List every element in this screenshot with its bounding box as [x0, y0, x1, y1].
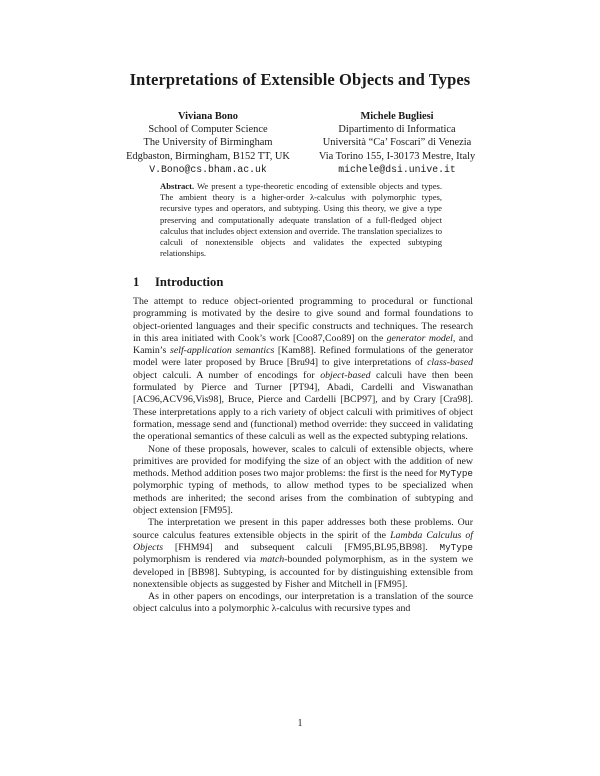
author-institution: Università “Ca’ Foscari” di Venezia	[322, 137, 472, 149]
body-text	[133, 296, 473, 616]
author-email: michele@dsi.unive.it	[338, 163, 456, 175]
author-address: Edgbaston, Birmingham, B152 TT, UK	[126, 150, 290, 162]
author-department: School of Computer Science	[148, 124, 268, 136]
author-name: Viviana Bono	[178, 111, 238, 122]
abstract-text: We present a type-theoretic encoding of extensible objects and types. The ambient theory is a higher-order λ-calculus with polymorphic types, recursive types and operators, and subtyping. Using this theory, we give a type preserving and computationally adequate translation of a full-fledged object calculus that includes object extension and override. The translation specializes to calculi of nonextensible objects and validates the expected subtyping relationships.	[160, 181, 442, 259]
section-number: 1	[133, 275, 140, 289]
abstract-label: Abstract.	[160, 181, 195, 191]
abstract	[160, 181, 442, 259]
author-address: Via Torino 155, I-30173 Mestre, Italy	[318, 150, 476, 162]
author-institution: The University of Birmingham	[143, 137, 273, 149]
paragraph-1: The attempt to reduce object-oriented programming to procedural or functional programming is motivated by the desire to give sound and formal foundations to object-oriented languages and their specific constructs and techniques. The research in this area initiated with Cook’s work [Coo87,Coo89] on the generator model, and Kamin’s self-application semantics [Kam88]. Refined formulations of the generator model were later proposed by Bruce [Bru94] to give interpretations of class-based object calculi. A number of encodings for object-based calculi have then been formulated by Pierce and Turner [PT94], Abadi, Cardelli and Viswanathan [AC96,ACV96,Vis98], Bruce, Pierce and Cardelli [BCP97], and by Crary [Cra98]. These interpretations apply to a rich variety of object calculi with primitives of object formation, message send and (functional) method override: they succeed in validating the operational semantics of these calculi as well as the expected subtyping relations.	[133, 296, 474, 443]
paper-title: Interpretations of Extensible Objects and Types	[129, 70, 471, 89]
paragraph-3: The interpretation we present in this paper addresses both these problems. Our source calculus features extensible objects in the spirit of the Lambda Calculus of Objects [FHM94] and subsequent calculi [FM95,BL95,BB98]. MyType polymorphism is rendered via match-bounded polymorphism, as in the system we developed in [BB98]. Subtyping, is accounted for by distinguishing extensible from nonextensible objects as suggested by Fisher and Mitchell in [FM95].	[133, 517, 473, 590]
paragraph-2: None of these proposals, however, scales to calculi of extensible objects, where primitives are provided for modifying the size of an object with the addition of new methods. Method addition poses two major problems: the first is the need for MyType polymorphic typing of methods, to allow method types to be specialized when methods are inherited; the second arises from the combination of subtyping and object extension [FM95].	[133, 443, 473, 517]
section-heading	[133, 275, 223, 290]
author-block-2	[306, 110, 488, 176]
author-department: Dipartimento di Informatica	[338, 124, 456, 136]
author-block-1	[118, 110, 298, 176]
page-number: 1	[297, 718, 303, 729]
author-name: Michele Bugliesi	[360, 111, 434, 122]
author-email: V.Bono@cs.bham.ac.uk	[149, 163, 267, 175]
paragraph-4: As in other papers on encodings, our interpretation is a translation of the source object calculus into a polymorphic λ-calculus with recursive types and	[133, 591, 473, 615]
section-title: Introduction	[155, 275, 224, 289]
